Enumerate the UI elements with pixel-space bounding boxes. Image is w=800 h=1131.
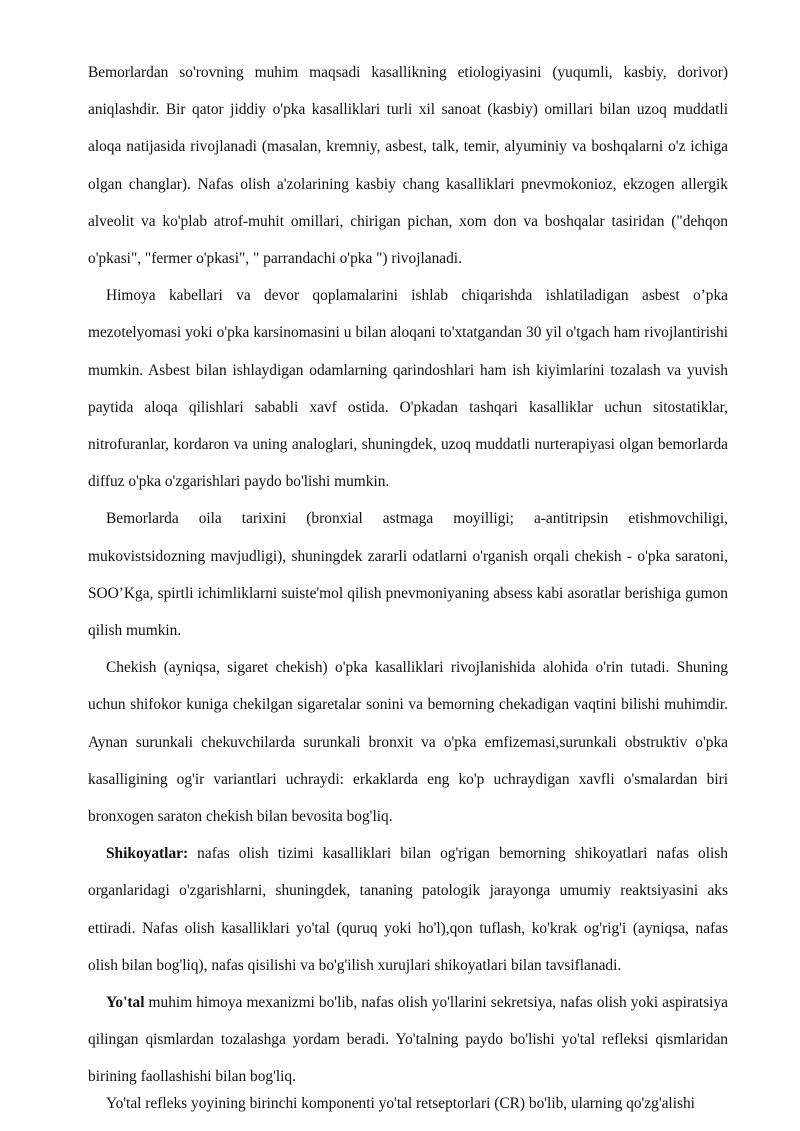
paragraph-asbestos: Himoya kabellari va devor qoplamalarini ishlab chiqarishda ishlatiladigan asbest o’pka mezotelyomasi yoki o'pka karsinomasini u bilan aloqani to'xtatgandan 30 yil o'tgach ham rivojlantirishi mumkin. Asbest bilan ishlaydigan odamlarning qarindoshlari ham ish kiyimlarini tozalash va yuvish paytida aloqa qilishlari sababli xavf ostida. O'pkadan tashqari kasalliklar uchun sitostatiklar, nitrofuranlar, kordaron va uning analoglari, shuningdek, uzoq muddatli nurterapiyasi olgan bemorlarda diffuz o'pka o'zgarishlari paydo bo'lishi mumkin.: [88, 287, 728, 491]
paragraph-complaints: [88, 835, 728, 984]
paragraph-family-history: Bemorlarda oila tarixini (bronxial astmaga moyilligi; a-antitripsin etishmovchiligi, mukovistsidozning mavjudligi), shuningdek zararli odatlarni o'rganish orqali chekish - o'pka saratoni, SOO’Kga, spirtli ichimliklarni suiste'mol qilish pnevmoniyaning absess kabi asoratlar berishiga gumon qilish mumkin.: [88, 510, 728, 640]
complaints-heading: Shikoyatlar:: [106, 845, 189, 863]
document-body: [88, 54, 728, 1096]
cough-heading: Yo'tal: [106, 994, 145, 1012]
complaints-text: nafas olish tizimi kasalliklari bilan og'rigan bemorning shikoyatlari nafas olish organlaridagi o'zgarishlarni, shuningdek, tananing patologik jarayonga umumiy reaktsiyasini aks ettiradi. Nafas olish kasalliklari yo'tal (quruq yoki ho'l),qon tuflash, ko'krak og'rig'i (ayniqsa, nafas olish bilan bog'liq), nafas qisilishi va bo'g'ilish xurujlari shikoyatlari bilan tavsiflanadi.: [88, 845, 728, 974]
paragraph-etiology: Bemorlardan so'rovning muhim maqsadi kasallikning etiologiyasini (yuqumli, kasbiy, dorivor) aniqlashdir. Bir qator jiddiy o'pka kasalliklari turli xil sanoat (kasbiy) omillari bilan uzoq muddatli aloqa natijasida rivojlanadi (masalan, kremniy, asbest, talk, temir, alyuminiy va boshqalarni o'z ichiga olgan changlar). Nafas olish a'zolarining kasbiy chang kasalliklari pnevmokonioz, ekzogen allergik alveolit va ko'plab atrof-muhit omillari, chirigan pichan, xom don va boshqalar tasiridan ("dehqon o'pkasi", "fermer o'pkasi", " parrandachi o'pka ") rivojlanadi.: [88, 64, 728, 268]
paragraph-cough: [88, 984, 728, 1096]
paragraph-smoking: Chekish (ayniqsa, sigaret chekish) o'pka kasalliklari rivojlanishida alohida o'rin tutadi. Shuning uchun shifokor kuniga chekilgan sigaretalar sonini va bemorning chekadigan vaqtini bilishi muhimdir. Aynan surunkali chekuvchilarda surunkali bronxit va o'pka emfizemasi,surunkali obstruktiv o'pka kasalligining og'ir variantlari uchraydi: erkaklarda eng ko'p uchraydigan xavfli o'smalardan biri bronxogen saraton chekish bilan bevosita bog'liq.: [88, 659, 728, 826]
cough-text: muhim himoya mexanizmi bo'lib, nafas olish yo'llarini sekretsiya, nafas olish yoki aspiratsiya qilingan qismlardan tozalashga yordam beradi. Yo'talning paydo bo'lishi yo'tal refleksi qismlaridan birining faollashishi bilan bog'liq.: [88, 994, 728, 1086]
paragraph-cough-reflex: Yo'tal refleks yoyining birinchi komponenti yo'tal retseptorlari (CR) bo'lib, ularning qo'zg'alishi: [106, 1095, 695, 1113]
